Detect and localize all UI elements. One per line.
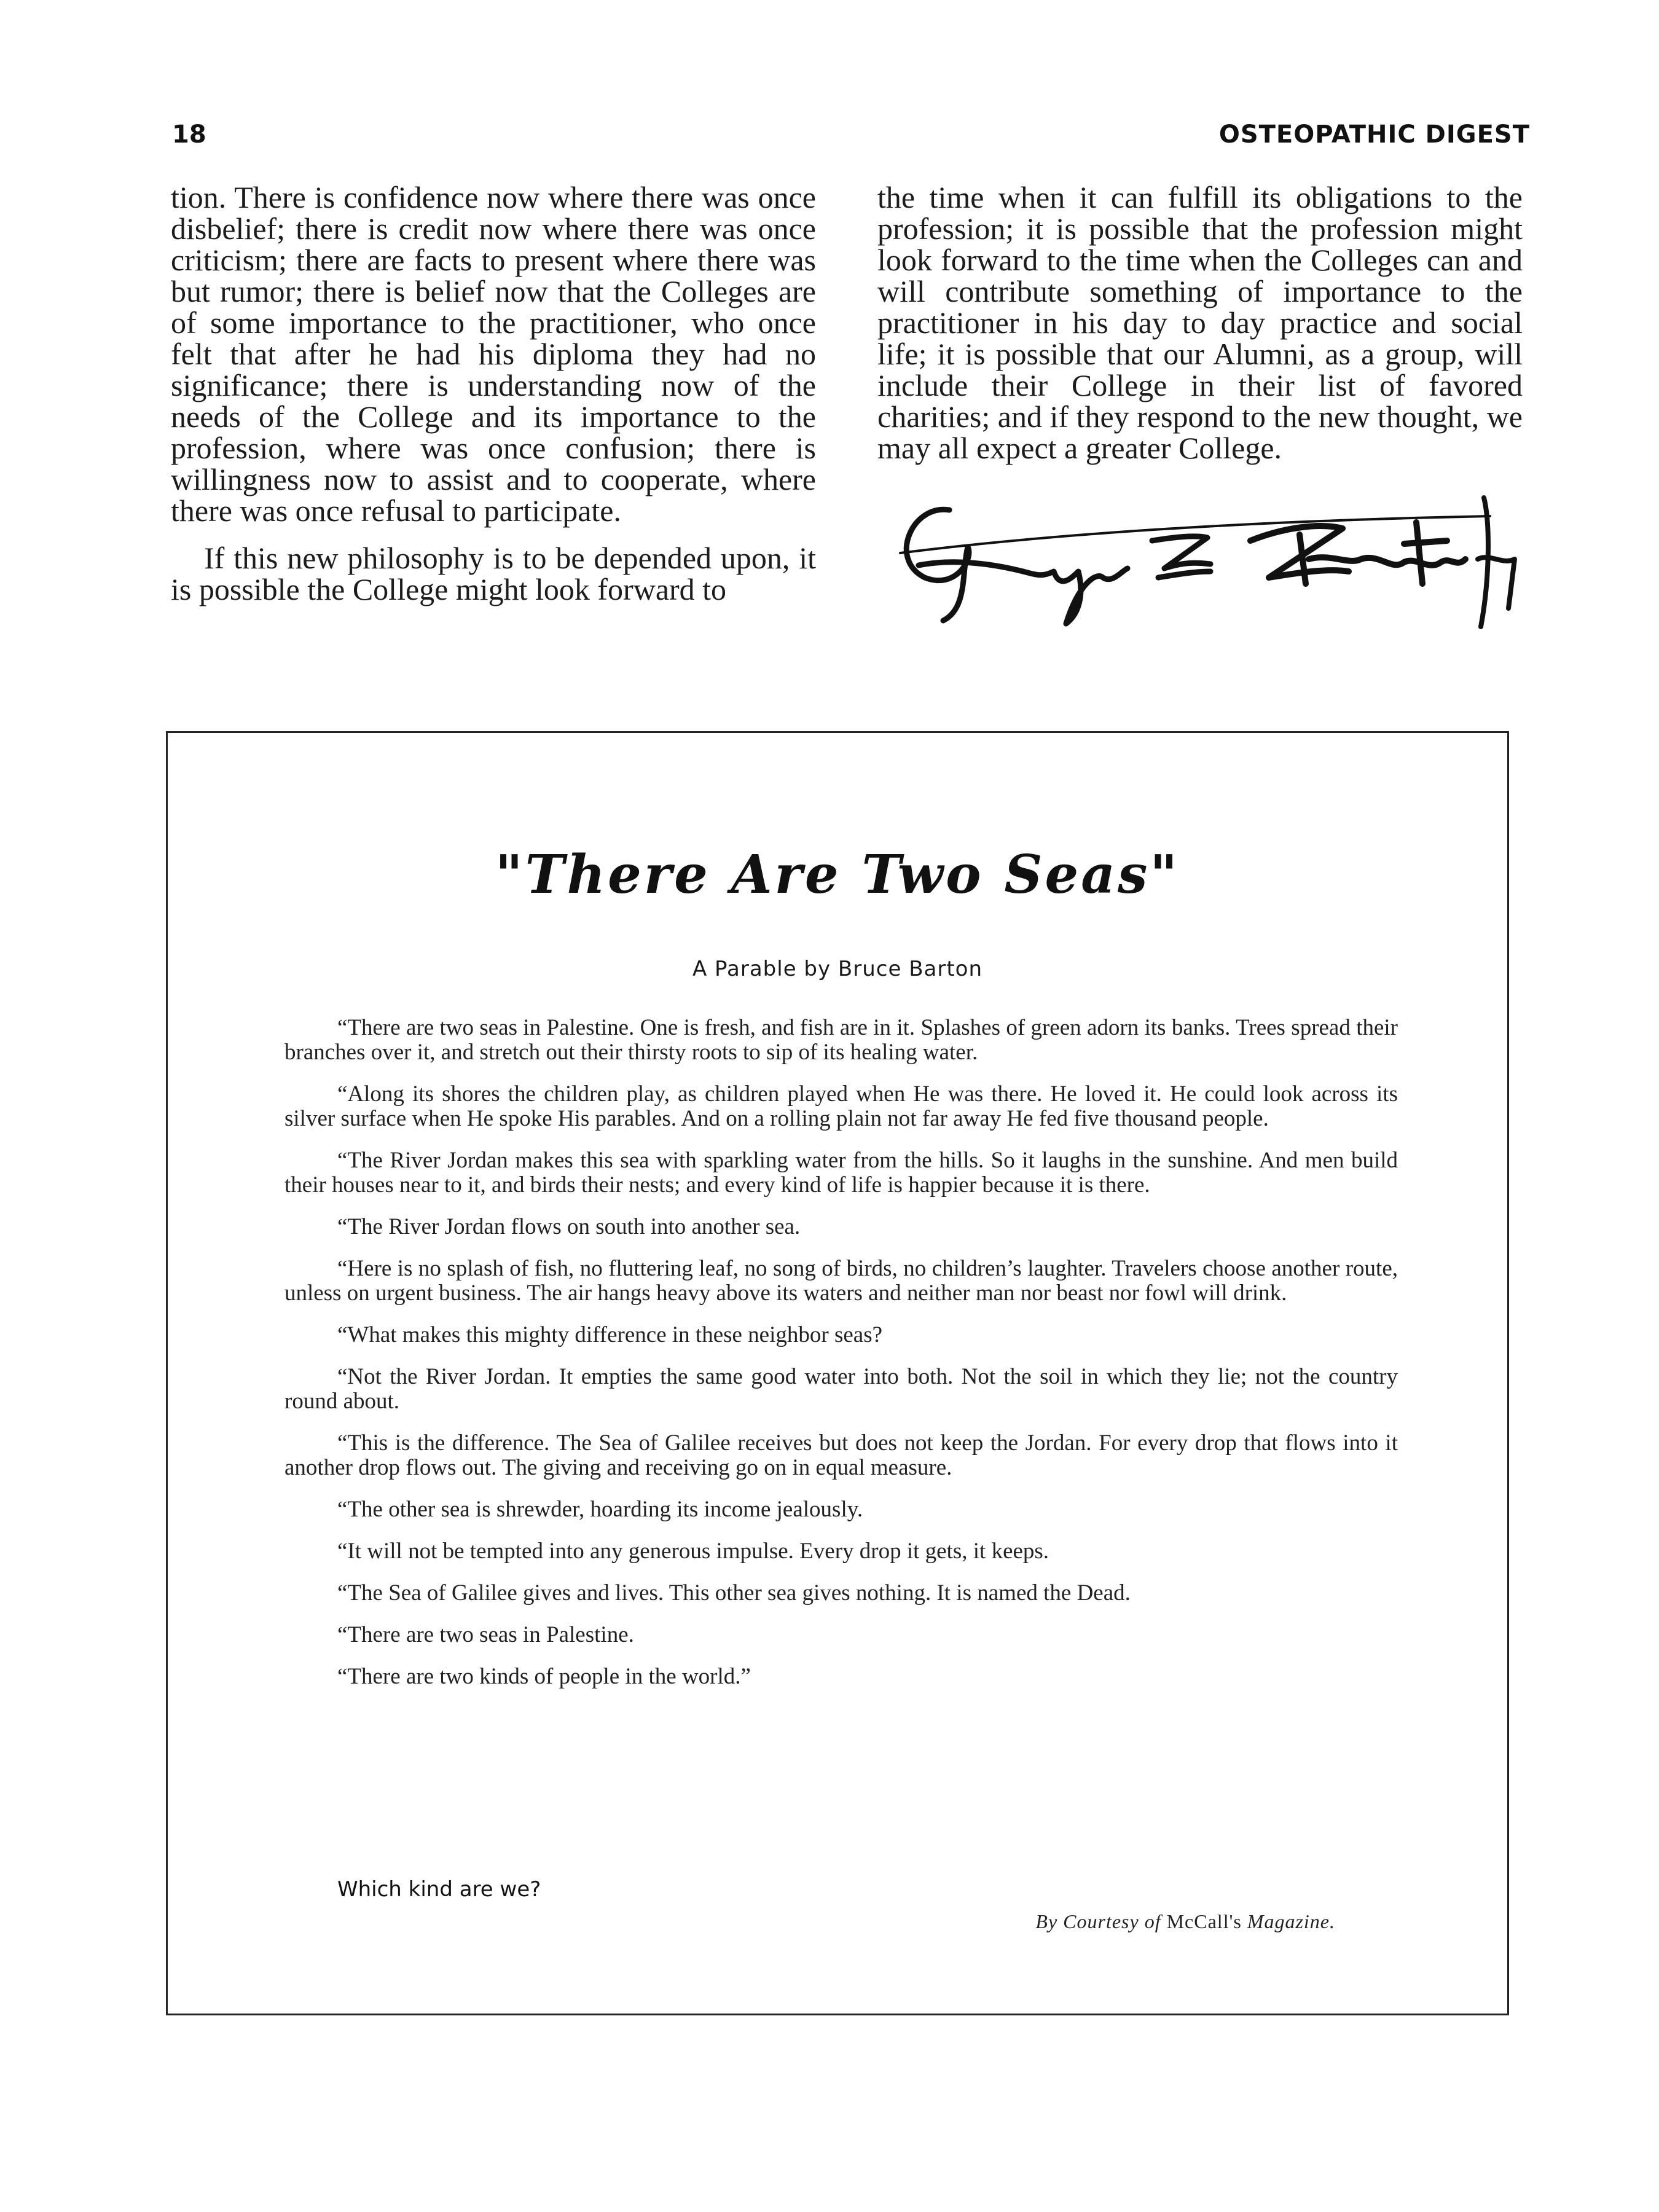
parable-paragraph: “Here is no splash of fish, no fluttering leaf, no song of birds, no children’s laughter. Travelers choose another route, unless on urgent business. The air hangs heavy above its waters and neither man nor beast nor fowl will drink. (284, 1256, 1398, 1306)
courtesy-prefix: By Courtesy of (1035, 1910, 1161, 1932)
parable-paragraph: “This is the difference. The Sea of Galilee receives but does not keep the Jordan. For every drop that flows into it another drop flows out. The giving and receiving go on in equal measure. (284, 1430, 1398, 1480)
parable-title: "There Are Two Seas" (495, 844, 1180, 906)
parable-box (166, 731, 1509, 2015)
parable-subtitle: A Parable by Bruce Barton (692, 957, 983, 981)
parable-paragraph: “There are two seas in Palestine. One is fresh, and fish are in it. Splashes of green adorn its banks. Trees spread their branches over it, and stretch out their thirsty roots to sip of its healing water. (284, 1015, 1398, 1065)
closing-question: Which kind are we? (337, 1877, 541, 1902)
parable-paragraph: “Not the River Jordan. It empties the same good water into both. Not the soil in which they lie; not the country round about. (284, 1364, 1398, 1414)
article-paragraph: tion. There is confidence now where there was once disbelief; there is credit now where there was once criticism; there are facts to present where there was but rumor; there is belief now that the Colleges are of some importance to the practitioner, who once felt that after he had his diploma they had no significance; there is understanding now of the needs of the College and its importance to the profession, where was once confusion; there is willingness now to assist and to cooperate, where there was once refusal to participate. (171, 180, 816, 528)
parable-paragraph: “The River Jordan makes this sea with sparkling water from the hills. So it laughs in the sunshine. And men build their houses near to it, and birds their nests; and every kind of life is happier because it is there. (284, 1148, 1398, 1198)
article-left-column (171, 182, 816, 605)
courtesy-credit (1035, 1910, 1335, 1933)
parable-paragraph: “The River Jordan flows on south into another sea. (337, 1214, 801, 1239)
article-paragraph: the time when it can fulfill its obligations to the profession; it is possible that the profession might look forward to the time when the Colleges can and will contribute something of importance to the practitioner in his day to day practice and social life; it is possible that our Alumni, as a group, will include their College in their list of favored charities; and if they respond to the new thought, we may all expect a greater College. (877, 180, 1523, 465)
signature (876, 485, 1527, 633)
page-number: 18 (172, 120, 206, 149)
parable-paragraph: “Along its shores the children play, as children played when He was there. He loved it. He could look across its silver surface when He spoke His parables. And on a rolling plain not far away He fed five thousand people. (284, 1081, 1398, 1131)
parable-paragraph: “There are two kinds of people in the world.” (337, 1664, 751, 1689)
parable-paragraph: “It will not be tempted into any generous impulse. Every drop it gets, it keeps. (337, 1539, 1049, 1564)
publication-title: OSTEOPATHIC DIGEST (1218, 120, 1530, 149)
courtesy-suffix: Magazine. (1247, 1910, 1335, 1932)
parable-paragraph: “There are two seas in Palestine. (337, 1622, 634, 1647)
article-paragraph: If this new philosophy is to be depended upon, it is possible the College might look forward to (171, 541, 816, 606)
parable-paragraph: “The other sea is shrewder, hoarding its income jealously. (337, 1497, 863, 1522)
courtesy-source: McCall's (1166, 1910, 1242, 1932)
parable-body (284, 1016, 1398, 1706)
article-right-column (877, 182, 1523, 464)
parable-paragraph: “What makes this mighty difference in these neighbor seas? (337, 1322, 883, 1347)
parable-paragraph: “The Sea of Galilee gives and lives. This other sea gives nothing. It is named the Dead. (337, 1580, 1131, 1606)
